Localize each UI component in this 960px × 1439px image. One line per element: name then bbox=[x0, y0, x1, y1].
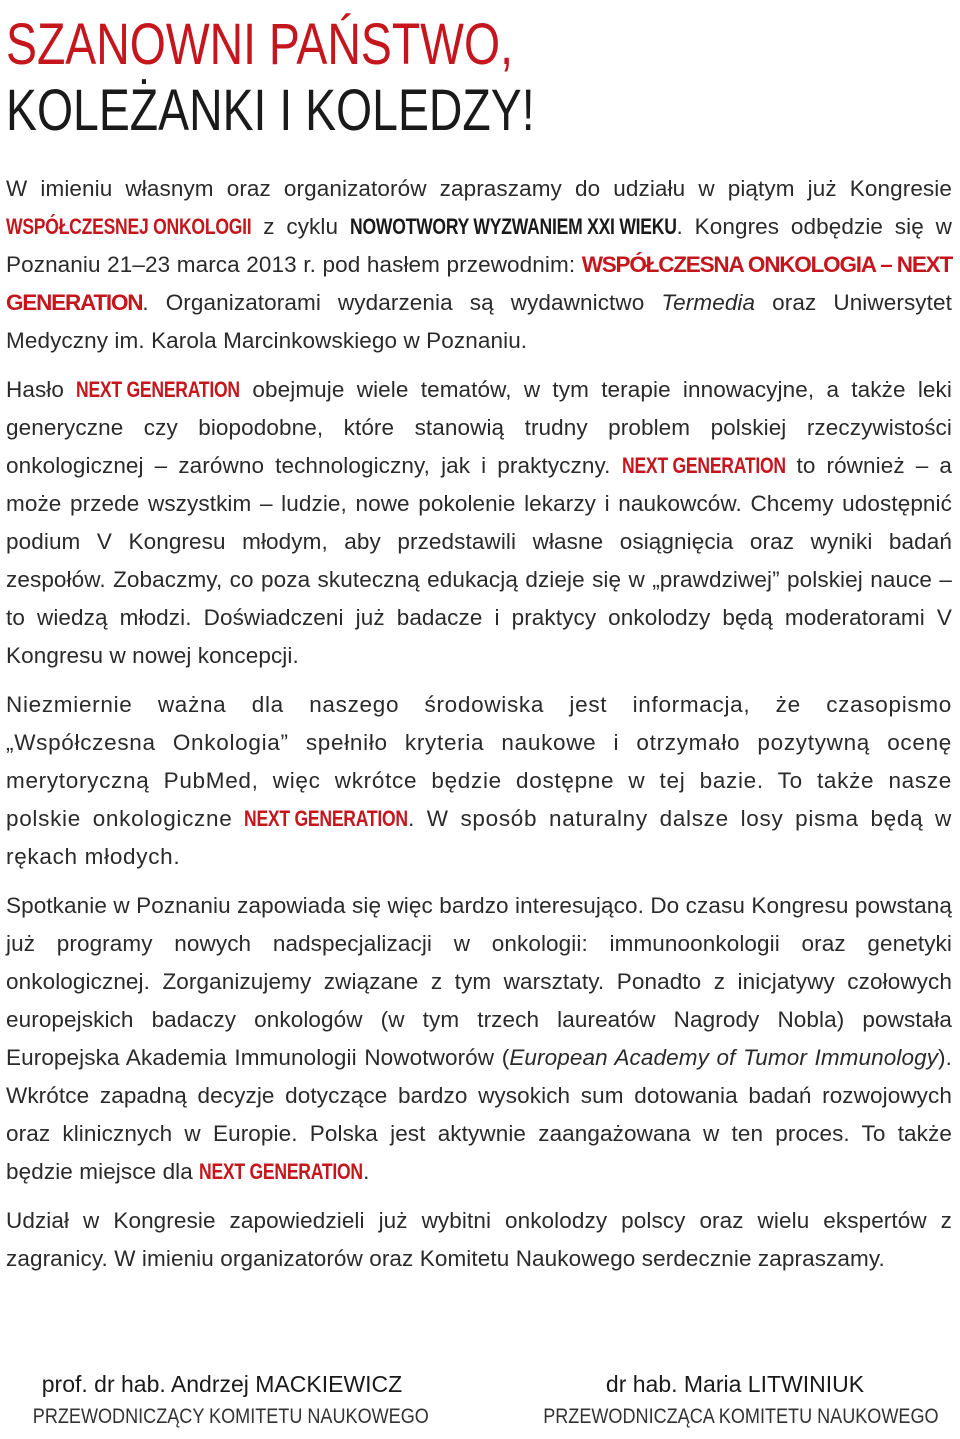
paragraph-invitation bbox=[6, 1202, 952, 1278]
paragraph-text: to również – a może przede wszystkim – ludzie, nowe pokolenie lekarzy i naukowców. Chcemy udostępnić podium V Kongresu młodym, aby przedstawili własne osiągnięcia oraz wyniki badań zespołów. Zobaczmy, co poza skuteczną edukacją dzieje się w „prawdziwej” polskiej nauce – to wiedzą młodzi. Doświadczeni już badacze i praktycy onkolodzy będą moderatorami V Kongresu w nowej koncepcji. bbox=[6, 453, 953, 668]
paragraph-text: . Kongres odbędzie się w Poznaniu 21–23 marca 2013 r. pod hasłem przewodnim: bbox=[6, 214, 952, 277]
highlight-next-generation: NEXT GENERATION bbox=[244, 806, 409, 831]
paragraph-text: Spotkanie w Poznaniu zapowiada się więc bardzo interesująco. Do czasu Kongresu powstaną już programy nowych nadspecjalizacji w onkologii: immunoonkologii oraz genetyki onkologicznej. Zorganizujemy związane z tym warsztaty. Ponadto z inicjatywy czołowych europejskich badaczy onkologów (w tym trzech laureatów Nagrody Nobla) powstała Europejska Akademia Immunologii Nowotworów ( bbox=[6, 893, 952, 1070]
paragraph-poznan-meeting bbox=[6, 887, 952, 1191]
paragraph-text: ). Wkrótce zapadną decyzje dotyczące bardzo wysokich sum dotowania badań rozwojowych oraz klinicznych w Europie. Polska jest aktywnie zaangażowana w ten proces. To także będzie miejsce dla bbox=[6, 1045, 952, 1184]
signatures bbox=[0, 1368, 960, 1439]
publisher-name: Termedia bbox=[661, 290, 756, 315]
paragraph-text: obejmuje wiele tematów, w tym terapie innowacyjne, a także leki generyczne czy biopodobne, które stanowią trudny problem polskiej rzeczywistości onkologicznej – zarówno technologiczny, jak i praktyczny. bbox=[6, 377, 952, 478]
signature-role: PRZEWODNICZĄCA KOMITETU NAUKOWEGO bbox=[543, 1405, 939, 1428]
paragraph-text: . bbox=[363, 1159, 370, 1184]
highlight-cycle-name: NOWOTWORY WYZWANIEM XXI WIEKU bbox=[349, 214, 677, 239]
paragraph-text: Udział w Kongresie zapowiedzieli już wybitni onkolodzy polscy oraz wielu ekspertów z zagranicy. W imieniu organizatorów oraz Komitetu Naukowego serdecznie zapraszamy. bbox=[6, 1208, 952, 1271]
headline bbox=[6, 12, 763, 144]
headline-line-1: SZANOWNI PAŃSTWO, bbox=[6, 12, 513, 77]
paragraph-next-generation bbox=[6, 371, 952, 675]
headline-line-2: KOLEŻANKI I KOLEDZY! bbox=[6, 78, 535, 143]
highlight-next-generation: NEXT GENERATION bbox=[76, 377, 241, 402]
signature-name: prof. dr hab. Andrzej MACKIEWICZ bbox=[41, 1371, 403, 1397]
paragraph-text: Niezmiernie ważna dla naszego środowiska jest informacja, że czasopismo „Współczesna Onkologia” spełniło kryteria naukowe i otrzymało pozytywną ocenę merytoryczną PubMed, więc wkrótce będzie dostępne w tej bazie. To także nasze polskie onkologiczne bbox=[6, 692, 952, 831]
signature-name: dr hab. Maria LITWINIUK bbox=[605, 1371, 865, 1397]
paragraph-intro bbox=[6, 170, 952, 360]
letter-body bbox=[6, 170, 952, 1289]
signature-left bbox=[2, 1368, 442, 1434]
signature-role: PRZEWODNICZĄCY KOMITETU NAUKOWEGO bbox=[32, 1405, 429, 1428]
paragraph-text: W imieniu własnym oraz organizatorów zapraszamy do udziału w piątym już Kongresie bbox=[6, 176, 952, 201]
paragraph-journal bbox=[6, 686, 952, 876]
highlight-next-generation: NEXT GENERATION bbox=[621, 453, 786, 478]
paragraph-text: z cyklu bbox=[251, 214, 350, 239]
paragraph-text: . Organizatorami wydarzenia są wydawnictwo bbox=[142, 290, 662, 315]
highlight-congress-motto: WSPÓŁCZESNA ONKOLOGIA – NEXT GENERATION bbox=[6, 252, 952, 315]
academy-name-english: European Academy of Tumor Immunology bbox=[509, 1045, 939, 1070]
highlight-wspolczesnej-onkologii: WSPÓŁCZESNEJ ONKOLOGII bbox=[6, 214, 252, 239]
highlight-next-generation: NEXT GENERATION bbox=[199, 1159, 364, 1184]
paragraph-text: oraz Uniwersytet Medyczny im. Karola Marcinkowskiego w Poznaniu. bbox=[6, 290, 952, 353]
signature-right bbox=[512, 1368, 958, 1434]
paragraph-text: . W sposób naturalny dalsze losy pisma będą w rękach młodych. bbox=[6, 806, 952, 869]
paragraph-text: Hasło bbox=[6, 377, 77, 402]
